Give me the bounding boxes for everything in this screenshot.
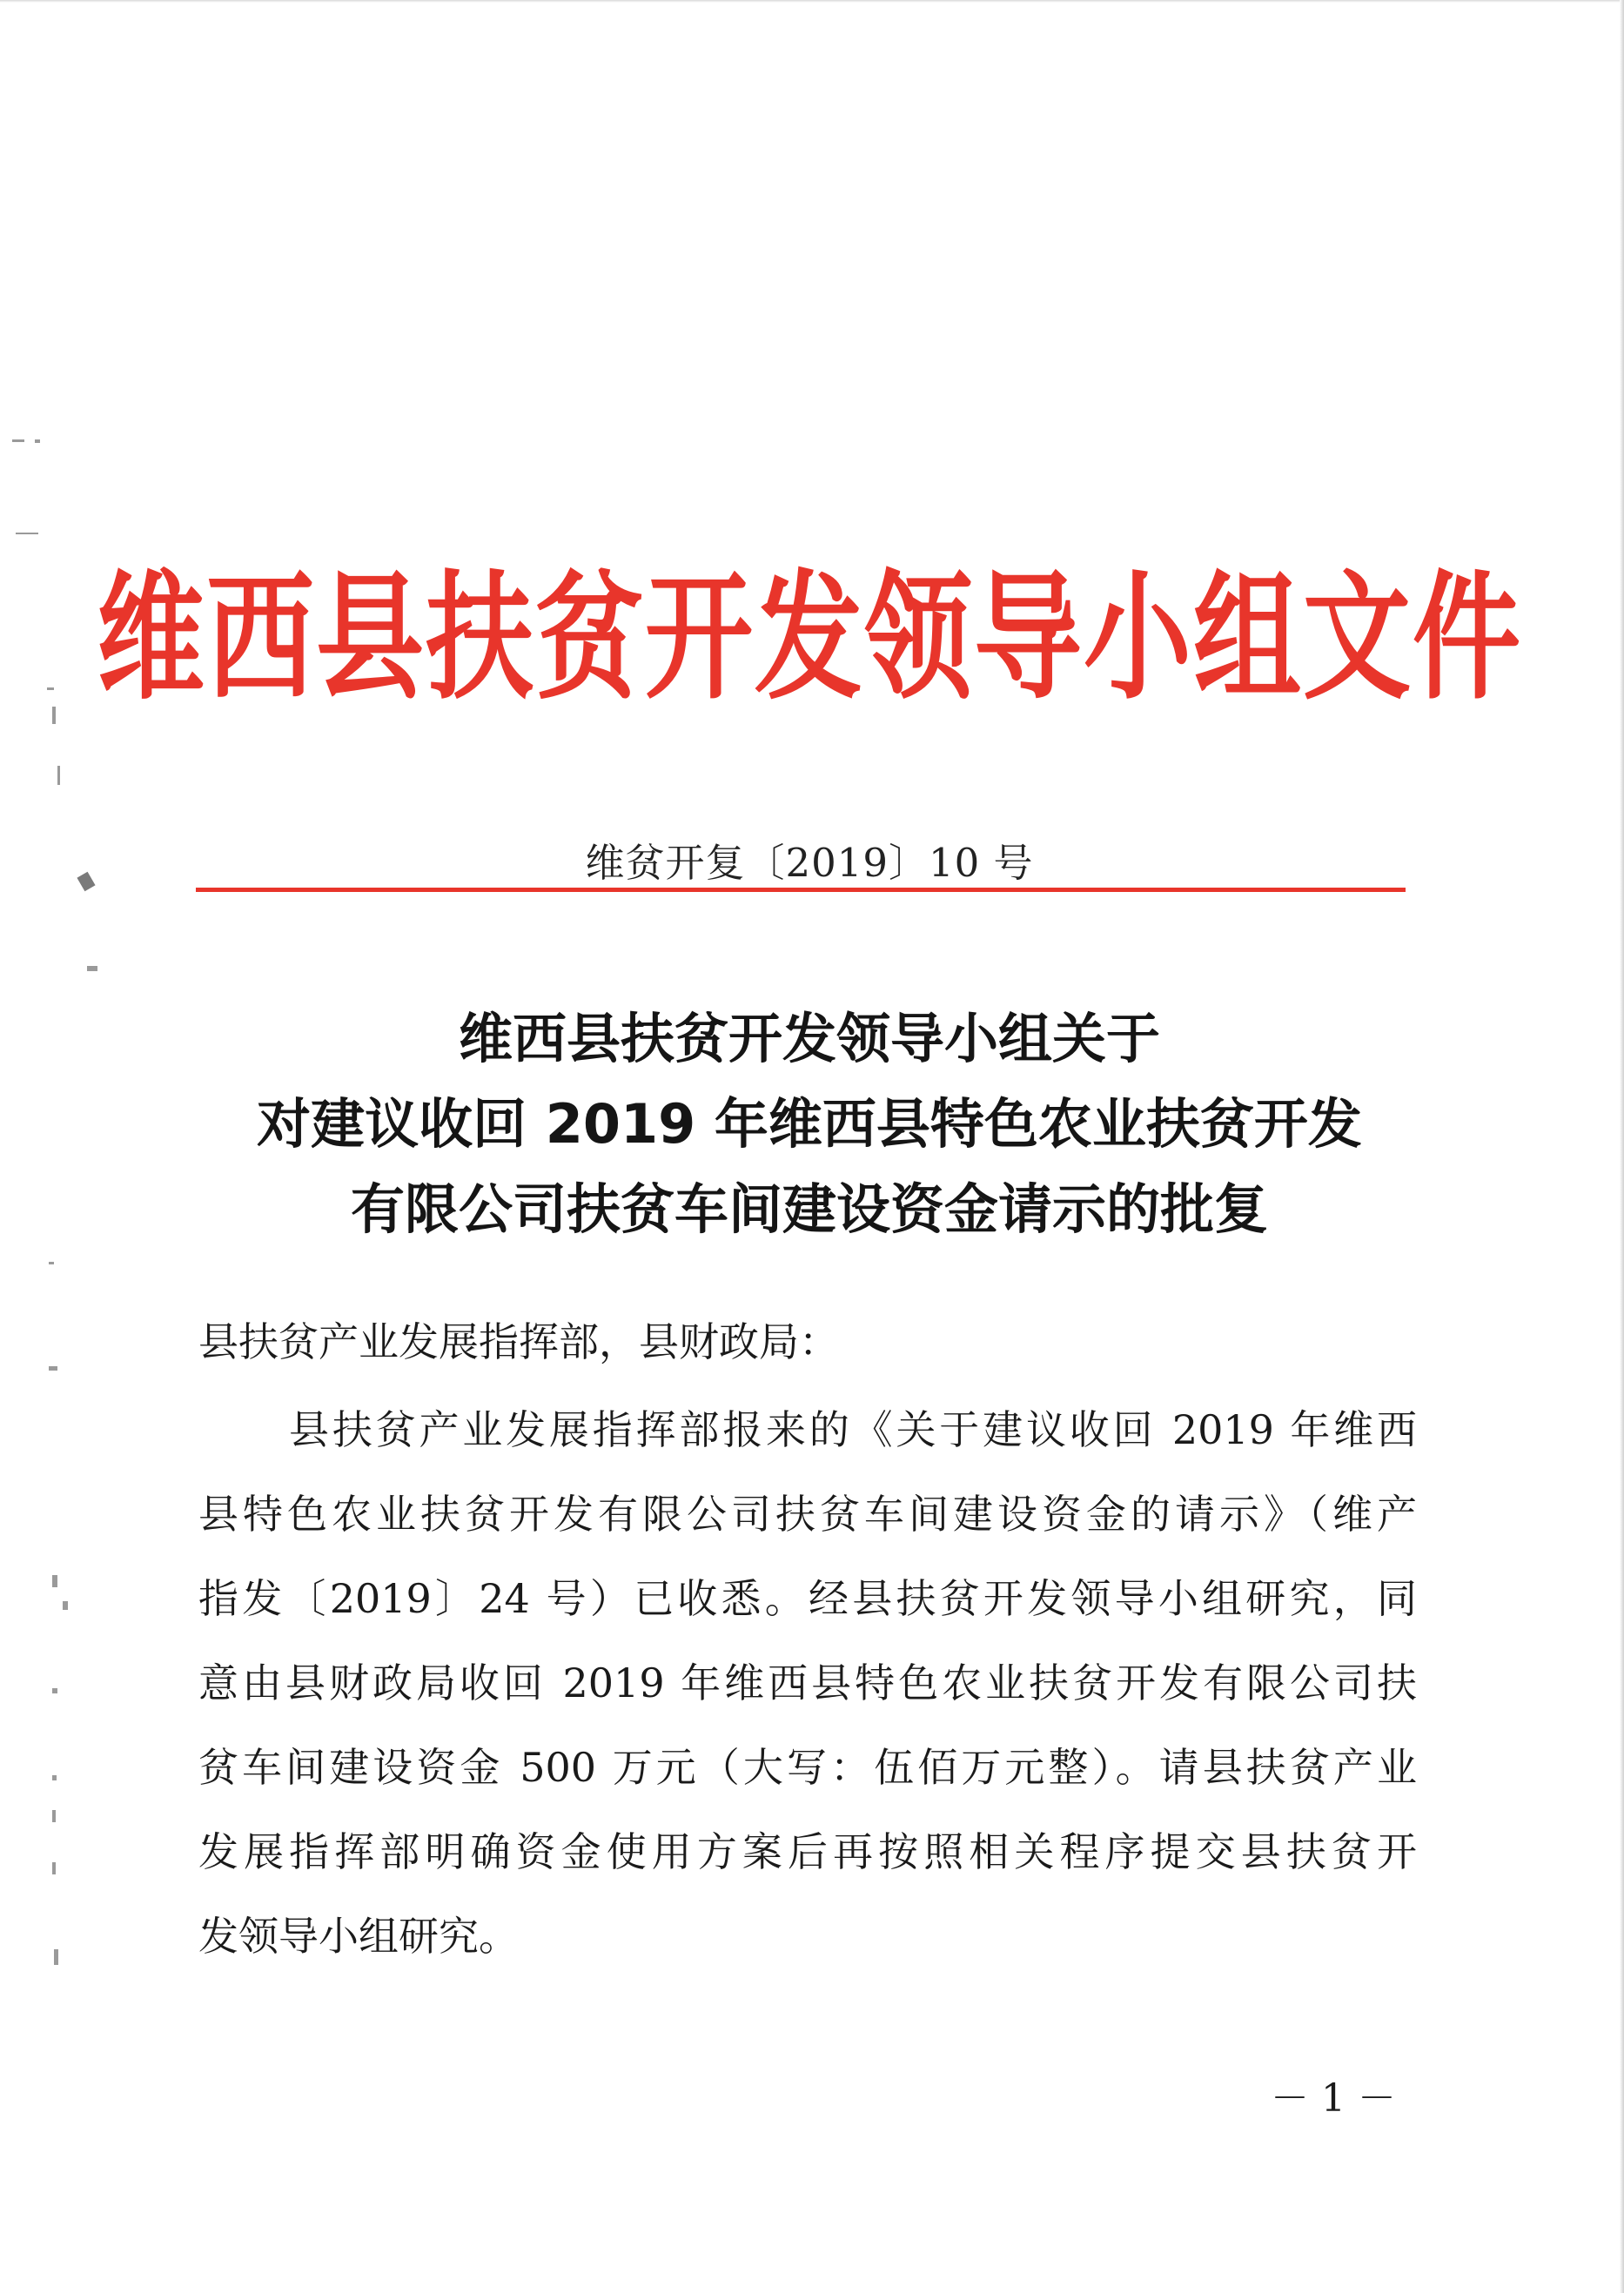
scan-speck xyxy=(52,1775,57,1780)
scan-speck xyxy=(52,1575,57,1587)
body-line: 发展指挥部明确资金使用方案后再按照相关程序提交县扶贫开 xyxy=(198,1828,1417,1875)
title-line: 对建议收回 2019 年维西县特色农业扶贫开发 xyxy=(257,1092,1362,1156)
scan-edge-top xyxy=(0,0,1624,3)
scan-speck xyxy=(57,766,60,785)
document-number: 维贫开复〔2019〕10 号 xyxy=(585,840,1034,886)
scan-speck xyxy=(52,1810,56,1822)
recipients-line: 县扶贫产业发展指挥部，县财政局： xyxy=(198,1318,839,1365)
page-number: － 1 － xyxy=(1271,2076,1396,2121)
body-line: 指发〔2019〕24 号）已收悉。经县扶贫开发领导小组研究，同 xyxy=(198,1575,1417,1622)
body-paragraph xyxy=(198,1388,1417,1979)
scan-speck xyxy=(77,872,95,892)
scan-speck xyxy=(49,1366,57,1371)
body-line: 意由县财政局收回 2019 年维西县特色农业扶贫开发有限公司扶 xyxy=(198,1659,1417,1706)
masthead-red-rule xyxy=(196,888,1406,892)
body-line: 县扶贫产业发展指挥部报来的《关于建议收回 2019 年维西 xyxy=(289,1406,1417,1453)
scan-speck xyxy=(87,966,97,971)
body-line: 县特色农业扶贫开发有限公司扶贫车间建设资金的请示》（维产 xyxy=(198,1491,1417,1538)
scan-edge-right xyxy=(1620,0,1624,2293)
scan-speck xyxy=(12,439,24,442)
scan-speck xyxy=(47,687,54,690)
scan-speck xyxy=(16,533,38,534)
scan-speck xyxy=(52,707,56,724)
document-title xyxy=(157,996,1462,1252)
scan-speck xyxy=(54,1949,58,1965)
title-line: 维西县扶贫开发领导小组关于 xyxy=(458,1007,1160,1070)
scan-speck xyxy=(35,439,40,443)
title-line: 有限公司扶贫车间建设资金请示的批复 xyxy=(350,1177,1268,1241)
scan-speck xyxy=(49,1262,54,1264)
body-line: 贫车间建设资金 500 万元（大写：伍佰万元整）。请县扶贫产业 xyxy=(198,1744,1417,1791)
scan-speck xyxy=(63,1601,68,1610)
scan-speck xyxy=(52,1688,57,1693)
body-line: 发领导小组研究。 xyxy=(198,1913,519,1960)
document-masthead: 维西县扶贫开发领导小组文件 xyxy=(97,557,1523,720)
scan-speck xyxy=(52,1862,56,1874)
